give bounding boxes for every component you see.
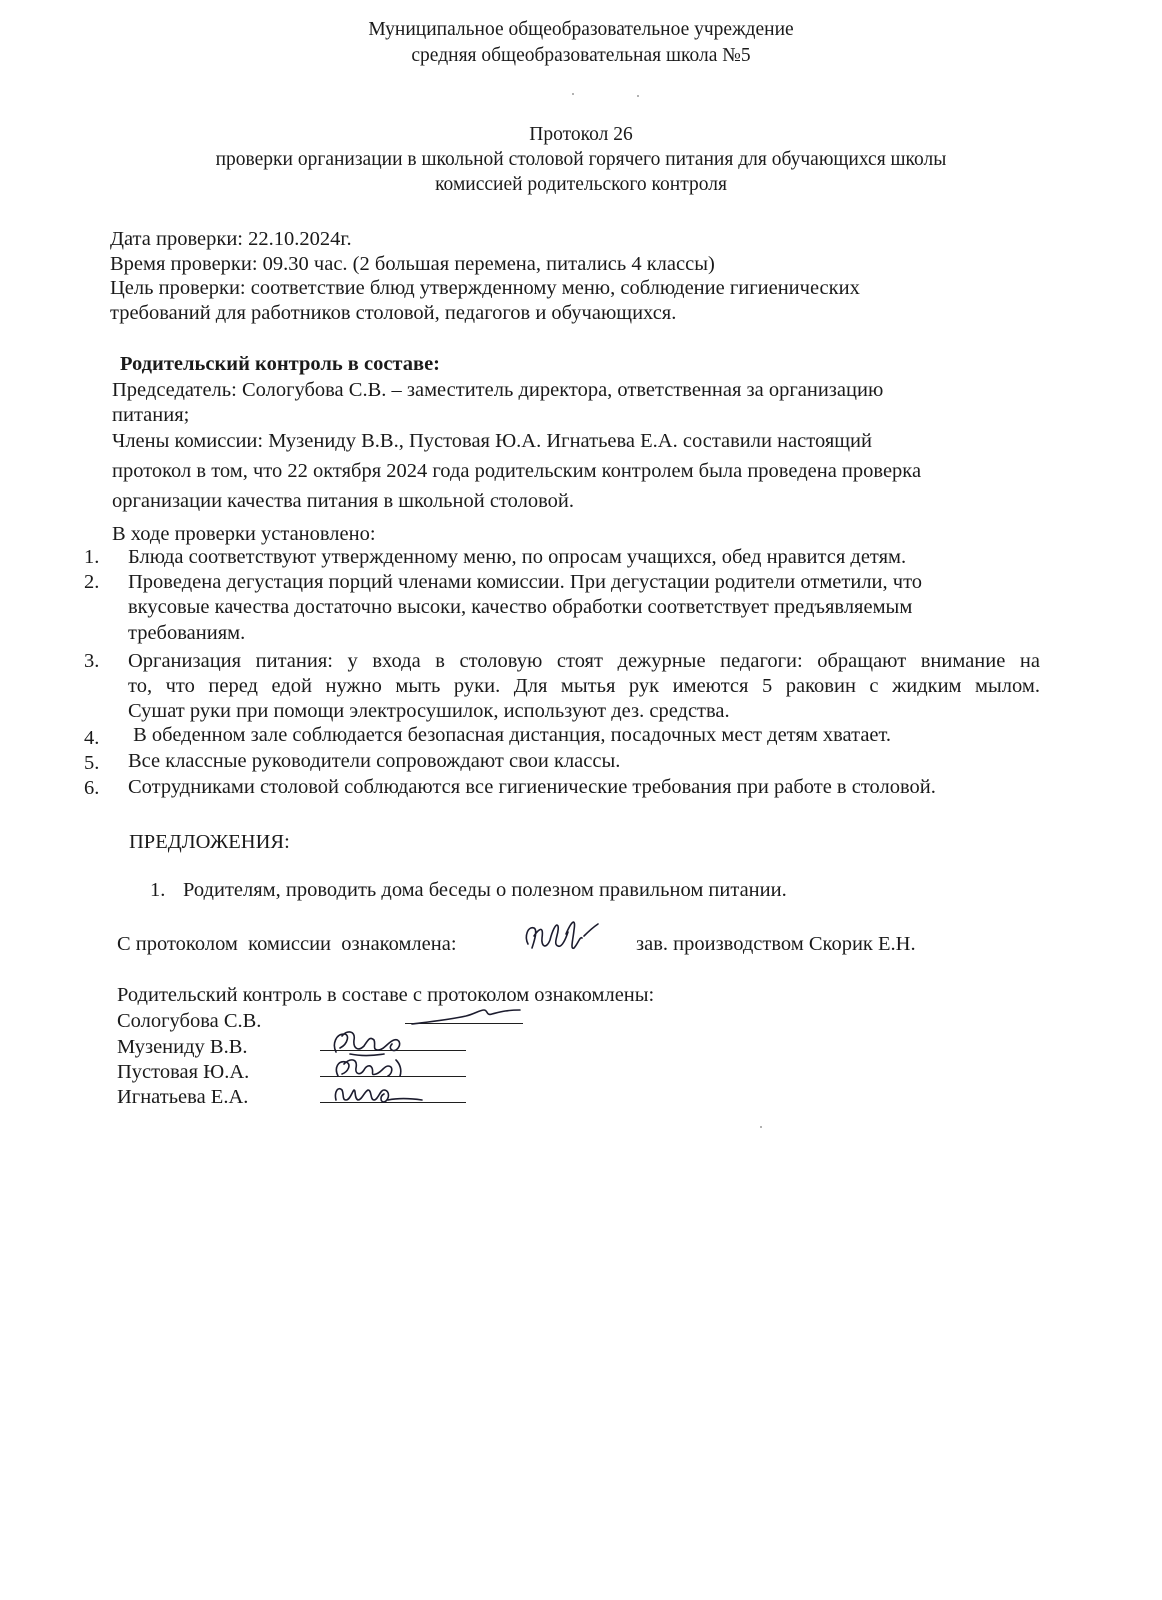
- finding-line: Сушат руки при помощи электросушилок, используют дез. средства.: [128, 700, 730, 722]
- signature-scorik: [522, 914, 602, 960]
- protocol-subject: проверки организации в школьной столовой горячего питания для обучающихся школы: [215, 149, 947, 170]
- finding-line: требованиям.: [128, 622, 246, 644]
- commission-members-line-1: Члены комиссии: Музениду В.В., Пустовая Ю.А. Игнатьева Е.А. составили настоящий: [112, 430, 872, 452]
- check-goal-line-1: Цель проверки: соответствие блюд утвержденному меню, соблюдение гигиенических: [110, 277, 860, 299]
- findings-intro: В ходе проверки установлено:: [112, 523, 376, 545]
- signatory-name: Музениду В.В.: [117, 1036, 248, 1058]
- finding-number: 2.: [84, 571, 100, 593]
- check-time: Время проверки: 09.30 час. (2 большая перемена, питались 4 классы): [110, 253, 715, 275]
- commission-members-line-3: организации качества питания в школьной столовой.: [112, 490, 574, 512]
- finding-number: 4.: [84, 727, 100, 749]
- proposal-text: Родителям, проводить дома беседы о полезном правильном питании.: [183, 879, 787, 901]
- institution-name: Муниципальное общеобразовательное учреждение: [368, 19, 794, 40]
- acknowledgement-label: С протоколом комиссии ознакомлена:: [117, 933, 457, 955]
- proposals-heading: ПРЕДЛОЖЕНИЯ:: [129, 831, 290, 853]
- finding-number: 6.: [84, 777, 100, 799]
- check-goal-line-2: требований для работников столовой, педагогов и обучающихся.: [110, 302, 677, 324]
- finding-number: 1.: [84, 546, 100, 568]
- signatory-name: Игнатьева Е.А.: [117, 1086, 249, 1108]
- signatory-name: Пустовая Ю.А.: [117, 1061, 250, 1083]
- scan-speck: [637, 95, 639, 97]
- scan-speck: [760, 1126, 762, 1128]
- finding-number: 5.: [84, 752, 100, 774]
- finding-line: В обеденном зале соблюдается безопасная дистанция, посадочных мест детям хватает.: [128, 724, 892, 746]
- finding-line: Сотрудниками столовой соблюдаются все гигиенические требования при работе в столовой.: [128, 776, 936, 798]
- finding-line: Все классные руководители сопровождают свои классы.: [128, 750, 621, 772]
- school-name: средняя общеобразовательная школа №5: [411, 45, 751, 66]
- commission-heading: Родительский контроль в составе:: [120, 353, 441, 375]
- commission-chair-line-1: Председатель: Сологубова С.В. – заместитель директора, ответственная за организацию: [112, 379, 884, 401]
- finding-line: вкусовые качества достаточно высоки, качество обработки соответствует предъявляемым: [128, 596, 913, 618]
- protocol-number: Протокол 26: [529, 124, 633, 145]
- scan-speck: [572, 93, 574, 95]
- signatory-name: Сологубова С.В.: [117, 1010, 262, 1032]
- finding-line: Блюда соответствуют утвержденному меню, по опросам учащихся, обед нравится детям.: [128, 546, 907, 568]
- finding-line: Проведена дегустация порций членами комиссии. При дегустации родители отметили, что: [128, 571, 923, 593]
- proposal-number: 1.: [150, 879, 166, 901]
- signature-ignatieva: [322, 1078, 432, 1110]
- commission-chair-line-2: питания;: [112, 404, 190, 426]
- commission-members-line-2: протокол в том, что 22 октября 2024 года родительским контролем была проведена проверка: [112, 460, 922, 482]
- check-date: Дата проверки: 22.10.2024г.: [110, 228, 352, 250]
- finding-line: то, что перед едой нужно мыть руки. Для мытья рук имеются 5 раковин с жидким мылом.: [128, 675, 1040, 697]
- finding-number: 3.: [84, 650, 100, 672]
- signature-sologubova: [408, 1004, 528, 1030]
- finding-line: Организация питания: у входа в столовую стоят дежурные педагоги: обращают внимание на: [128, 650, 1040, 672]
- acknowledgement-position: зав. производством Скорик Е.Н.: [636, 933, 916, 955]
- signatures-heading: Родительский контроль в составе с протоколом ознакомлены:: [117, 984, 655, 1006]
- protocol-commission: комиссией родительского контроля: [435, 174, 727, 195]
